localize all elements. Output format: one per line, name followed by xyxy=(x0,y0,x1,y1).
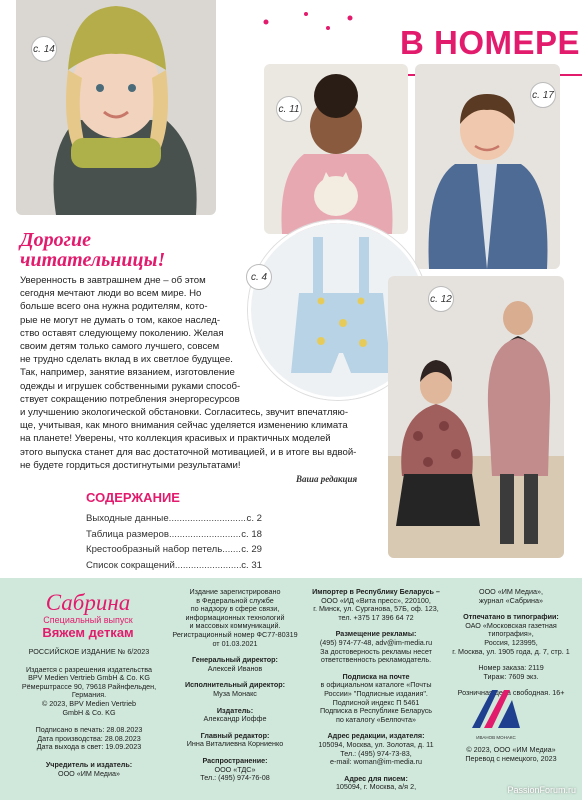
subscr-line: в официальном каталоге «Почты xyxy=(320,680,432,690)
circulation: Тираж: 7609 экз. xyxy=(483,671,539,681)
print-line: г. Москва, ул. 1905 года, д. 7, стр. 1 xyxy=(452,646,570,656)
photo-toddler-pink-sweater xyxy=(264,64,408,234)
page-tag-11: с. 11 xyxy=(276,96,302,122)
importer-line: ООО «ИД «Вита пресс», 220100, xyxy=(321,595,431,605)
addr-line: 105094, Москва, ул. Золотая, д. 11 xyxy=(318,739,434,749)
addr-line: Тел.: (495) 974-73-83, xyxy=(340,748,412,758)
intro-line: не будете гордиться достигнутыми результатами! xyxy=(20,459,241,471)
intro-text xyxy=(20,274,365,472)
imprint-col-3 xyxy=(300,588,452,792)
founder: ООО «ИМ Медиа» xyxy=(57,768,121,778)
ads-line: ответственность рекламодатель. xyxy=(320,655,432,665)
intro-line: не трудно сделать вклад в их светлое будущее. xyxy=(20,354,233,366)
journal-line: ООО «ИМ Медиа», xyxy=(478,587,544,596)
date-line: Дата производства: 28.08.2023 xyxy=(37,733,141,743)
toc-leader xyxy=(222,542,241,558)
intro-line: Так, например, занятие вязанием, изготовление xyxy=(20,367,235,379)
toc-item[interactable] xyxy=(86,558,262,574)
intro-line: ствует сокращению потребления энергоресурсов xyxy=(20,393,240,405)
brand-block xyxy=(20,590,156,640)
toc-item[interactable] xyxy=(86,542,262,558)
print-line: ОАО «Московская газетная xyxy=(465,620,557,630)
imprint-col-2 xyxy=(160,588,310,783)
license-line: Германия. xyxy=(71,690,107,700)
distrib-line: ООО «ТДС» xyxy=(214,764,256,774)
distrib-line: Тел.: (495) 974-76-08 xyxy=(200,773,270,783)
intro-line: ще, учитывая, как много внимания сейчас уделяется изменению климата xyxy=(20,420,348,432)
toc-leader xyxy=(175,558,241,574)
toc-item-label: Выходные данные xyxy=(86,513,169,524)
date-line: Подписано в печать: 28.08.2023 xyxy=(35,725,143,735)
publisher-label: Издатель: xyxy=(216,705,254,715)
toc-item-label: Список сокращений xyxy=(86,559,175,571)
distrib-label: Распространение: xyxy=(202,755,268,765)
intro-line: больше всего она нужна родителям, кото- xyxy=(20,301,208,313)
subscr-line: России» "Подписные издания". xyxy=(324,688,428,698)
license-line: GmbH & Co. KG xyxy=(62,707,116,717)
exec-dir: Муза Монакс xyxy=(213,688,257,698)
price-note: Розничная цена свободная. 16+ xyxy=(457,688,565,698)
copyright-line: Перевод с немецкого, 2023 xyxy=(465,753,557,763)
importer-line: г. Минск, ул. Сурганова, 57Б, оф. 123, xyxy=(313,604,439,614)
editor: Инна Виталиевна Корниенко xyxy=(186,739,284,749)
print-label: Отпечатано в типографии: xyxy=(463,612,559,622)
brand-name: Сабрина xyxy=(45,590,131,615)
exec-dir-label: Исполнительный директор: xyxy=(184,680,285,690)
table-of-contents xyxy=(86,490,262,573)
intro-line: своим детям только самого лучшего, совсем xyxy=(20,341,220,353)
page-tag-14: с. 14 xyxy=(31,36,57,62)
intro-line: на планете! Уверены, что коллекция красивых и практичных моделей xyxy=(20,433,331,445)
license-line: Издается с разрешения издательства xyxy=(25,664,153,674)
mail-address: 105094, г. Москва, а/я 2, xyxy=(335,782,417,792)
addr-line[interactable]: e-mail: woman@im-media.ru xyxy=(330,757,422,767)
brand-special: Специальный выпуск xyxy=(43,615,133,625)
intro-line: одежды и игрушек собственными руками способ- xyxy=(20,380,241,392)
toc-item-page: с. 31 xyxy=(241,559,262,571)
issue-title: Вяжем деткам xyxy=(42,625,134,640)
registration-line: в Федеральной службе xyxy=(196,595,274,605)
registration-line: Регистрационный номер ФС77-80319 xyxy=(172,629,298,639)
toc-item-page: с. 2 xyxy=(246,513,262,524)
registration-line: Издание зарегистрировано xyxy=(189,587,281,596)
intro-line: ство оставят следующему поколению. Желая xyxy=(20,327,224,339)
greeting-heading xyxy=(20,230,180,270)
license-line: BPV Medien Vertrieb GmbH & Co. KG xyxy=(28,673,150,683)
gen-dir-label: Генеральный директор: xyxy=(192,655,278,665)
toc-item-label: Крестообразный набор петель xyxy=(86,544,223,555)
intro-line: и улучшению экологической обстановки. Согласитесь, звучит впечатляю- xyxy=(20,407,349,419)
greeting-line-2: читательницы! xyxy=(20,249,166,271)
ads-line: За достоверность рекламы несет xyxy=(320,646,432,656)
editor-label: Главный редактор: xyxy=(200,730,270,740)
greeting-line-1: Дорогие xyxy=(20,229,92,251)
gen-dir: Алексей Иванов xyxy=(207,663,263,673)
logo-text: ИВАНОВ МОНАКС xyxy=(476,735,516,740)
journal-line: журнал «Сабрина» xyxy=(479,595,543,605)
intro-line: рые не могут не думать о том, какое наслед- xyxy=(20,314,221,326)
imprint-footer xyxy=(0,578,582,800)
registration-line: от 01.03.2021 xyxy=(212,638,258,648)
print-line: Россия, 123995, xyxy=(484,637,538,647)
page-tag-12: с. 12 xyxy=(428,286,454,312)
publisher: Александр Иоффе xyxy=(203,714,267,724)
decor-dots xyxy=(258,8,358,38)
photo-kids-beach xyxy=(388,276,564,558)
ads-line[interactable]: (495) 974-77-48, adv@im-media.ru xyxy=(319,637,433,647)
intro-line: сегодня мечтают люди во всем мире. Но xyxy=(20,288,202,300)
toc-item[interactable] xyxy=(86,527,262,543)
registration-line: и массовых коммуникаций. xyxy=(189,621,281,631)
signature: Ваша редакция xyxy=(296,474,358,484)
founder-label: Учредитель и издатель: xyxy=(45,759,133,769)
toc-title: СОДЕРЖАНИЕ xyxy=(86,490,180,505)
intro-line: Уверенность в завтрашнем дне – об этом xyxy=(20,275,206,286)
registration-line: информационных технологий xyxy=(185,612,285,622)
toc-leader xyxy=(169,511,247,527)
ads-label: Размещение рекламы: xyxy=(335,629,417,639)
intro-line: этого выпуска станет для вас достаточной мотивацией, и в итоге вы вдвой- xyxy=(20,446,357,458)
edition: РОССИЙСКОЕ ИЗДАНИЕ № 6/2023 xyxy=(28,647,150,656)
toc-item-page: с. 29 xyxy=(241,544,262,555)
subscr-line: Подписной индекс П 5461 xyxy=(332,697,420,707)
toc-item-page: с. 18 xyxy=(241,528,262,540)
date-line: Дата выхода в свет: 19.09.2023 xyxy=(36,742,142,752)
order-number: Номер заказа: 2119 xyxy=(478,663,544,673)
page-title: В НОМЕРЕ xyxy=(400,24,581,61)
mail-label: Адрес для писем: xyxy=(344,773,408,783)
registration-line: по надзору в сфере связи, xyxy=(190,604,280,614)
importer-line: тел. +375 17 396 64 72 xyxy=(338,612,414,622)
toc-item-label: Таблица размеров xyxy=(86,528,169,540)
print-line: типография», xyxy=(488,629,534,639)
copyright xyxy=(446,746,576,763)
addr-label: Адрес редакции, издателя: xyxy=(327,731,425,741)
page-tag-4: с. 4 xyxy=(246,264,272,290)
watermark: PassionForum.ru xyxy=(507,785,576,795)
imprint-col-4 xyxy=(446,588,576,698)
toc-item[interactable] xyxy=(86,511,262,527)
importer-line: Импортер в Республику Беларусь – xyxy=(312,587,440,596)
copyright-line: © 2023, ООО «ИМ Медиа» xyxy=(466,745,556,754)
imprint-col-1 xyxy=(14,648,164,778)
license-line: Рёмерштрассе 90, 79618 Райнфельден, xyxy=(21,681,157,691)
toc-leader xyxy=(169,527,241,543)
license-line: © 2023, BPV Medien Vertrieb xyxy=(42,698,136,708)
subscr-label: Подписка на почте xyxy=(342,671,410,681)
photo-girl-beanie xyxy=(16,0,216,215)
publisher-logo xyxy=(470,686,522,738)
page-tag-17: с. 17 xyxy=(530,82,556,108)
subscr-line: по каталогу «Белпочта» xyxy=(335,714,417,724)
subscr-line: Подписка в Республике Беларусь xyxy=(319,706,433,716)
